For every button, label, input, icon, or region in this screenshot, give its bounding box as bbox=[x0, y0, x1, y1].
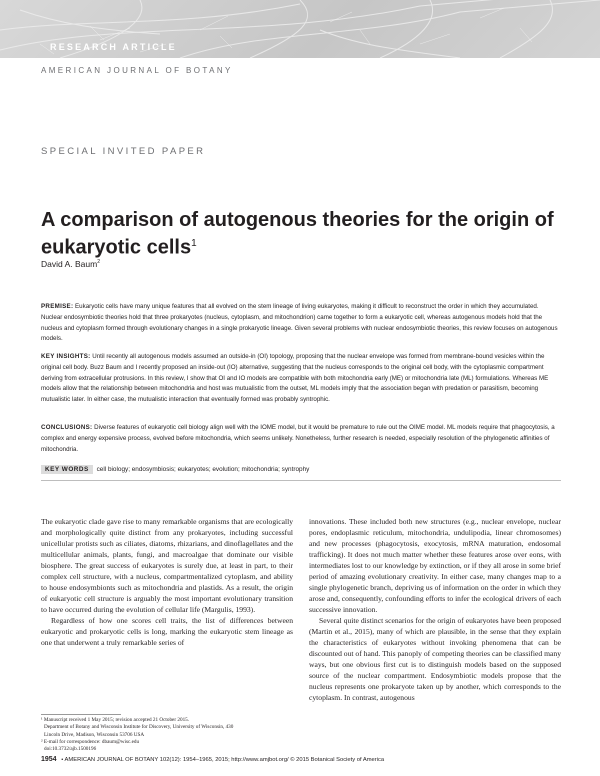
body-column-left bbox=[41, 516, 293, 648]
title-footnote-mark: 1 bbox=[191, 238, 197, 249]
page-number: 1954 bbox=[41, 756, 57, 763]
page-footer bbox=[41, 756, 571, 763]
abstract-divider bbox=[41, 480, 561, 481]
journal-name: AMERICAN JOURNAL OF BOTANY bbox=[41, 66, 233, 75]
body-paragraph: Regardless of how one scores cell traits, the list of differences between eukaryotic and prokaryotic cells is long, marking the eukaryotic stem lineage as one that underwent a truly remarkable series of bbox=[41, 616, 293, 647]
footnote-doi: doi:10.3732/ajb.1500196 bbox=[44, 746, 97, 753]
abstract-conclusions bbox=[41, 423, 561, 455]
conclusions-heading: CONCLUSIONS: bbox=[41, 424, 93, 431]
footnote-affiliation: Department of Botany and Wisconsin Institute for Discovery, University of Wisconsin, 430 bbox=[44, 724, 234, 731]
keywords-row bbox=[41, 465, 561, 474]
premise-heading: PREMISE: bbox=[41, 303, 74, 310]
body-paragraph: innovations. These included both new structures (e.g., nuclear envelope, nuclear pores, endoplasmic reticulum, mitochondria, undulipodia, linear chromosomes) and new processes (phagocytosis, exocytosis, mRNA maturation, endosomal trafficking). It does not much matter whether these features arose over eons, with intermediates lost to our knowledge by extinction, or if they all arose in some brief period of amazing evolutionary creativity. In either case, many changes map to a single phylogenetic branch, depriving us of information on the order in which they arose and, consequently, confounding efforts to infer the ecological drivers of each successive innovation. bbox=[309, 517, 561, 614]
keywords-tag: KEY WORDS bbox=[41, 465, 93, 474]
author-footnote-mark: 2 bbox=[97, 259, 101, 266]
author-name: David A. Baum$^2$ bbox=[41, 259, 101, 269]
premise-text: Eukaryotic cells have many unique features that all evolved on the stem lineage of living eukaryotes, making it difficult to reconstruct the order in which they accumulated. Nuclear endosymbiotic theories hold that three prokaryotes (nucleus, cytoplasm, and mitochondrion) came together to form a eukaryotic cell, whereas autogenous models hold that the nucleus and cytoplasm formed through evolutionary changes in a single prokaryotic lineage. Given several problems with nuclear endosymbiotic theories, this review focuses on autogenous models. bbox=[41, 303, 558, 343]
keywords-text: cell biology; endosymbiosis; eukaryotes; evolution; mitochondria; syntrophy bbox=[96, 466, 310, 473]
footnotes bbox=[41, 717, 293, 753]
article-title: A comparison of autogenous theories for the origin of eukaryotic cells$^1$ bbox=[41, 209, 554, 259]
key-insights-heading: KEY INSIGHTS: bbox=[41, 353, 91, 360]
footer-citation: • AMERICAN JOURNAL OF BOTANY 102(12): 1954–1965, 2015; http://www.amjbot.org/ © 2015 Botanical Society of America bbox=[61, 757, 385, 763]
abstract-premise bbox=[41, 302, 561, 345]
body-column-right bbox=[309, 516, 561, 703]
footnote-received: ¹ Manuscript received 1 May 2015; revision accepted 21 October 2015. bbox=[41, 717, 190, 723]
key-insights-text: Until recently all autogenous models assumed an outside-in (OI) topology, proposing that the nuclear envelope was formed from membrane-bound vesicles within the original cell body. Buzz Baum and I recently proposed an inside-out (IO) alternative, suggesting that the nucleus corresponds to the original cell body, with the cytoplasmic compartment deriving from extracellular protrusions. In this review, I show that OI and IO models are compatible with both mitochondria early (ME) or mitochondria late (ML) formulations. Whereas ME models allow that the relationship between mitochondria and host was mutualistic from the outset, ML models imply that the association began with predation or parasitism, becoming mutualistic later. In either case, the mutualistic interaction that eventually formed was probably syntrophic. bbox=[41, 353, 549, 404]
footnote-divider bbox=[41, 714, 121, 715]
body-paragraph: Several quite distinct scenarios for the origin of eukaryotes have been proposed (Martin et al., 2015), many of which are plausible, in the sense that they explain the characteristics of eukaryotes without invoking phenomena that can be discounted out of hand. This panoply of competing theories can be classified many ways, but one obvious first cut is to distinguish models based on the supposed source of the nuclear compartment. Endosymbiotic models propose that the nucleus represents one prokaryote taken up by another, which corresponds to the cytoplasm. In contrast, autogenous bbox=[309, 616, 561, 702]
article-banner bbox=[0, 0, 600, 58]
footnote-affiliation: Lincoln Drive, Madison, Wisconsin 53706 USA bbox=[44, 731, 145, 738]
article-type-label: RESEARCH ARTICLE bbox=[50, 42, 177, 52]
body-paragraph: The eukaryotic clade gave rise to many remarkable organisms that are ecologically and morphologically quite distinct from any prokaryotes, including successful unicellular protists such as ciliates, diatoms, rhizarians, and dinoflagellates and the multicellular animals, plants, fungi, and macroalgae that dominate our visible biosphere. The great success of eukaryotes is surely due, at least in part, to their complex cell structure, with a nucleus, compartmentalized cytoplasm, and ability to house endosymbionts such as mitochondria and plastids. As a result, the origin of eukaryotic cell structure is arguably the most important evolutionary transition to have occurred during the evolution of cellular life (Margulis, 1993). bbox=[41, 517, 293, 614]
conclusions-text: Diverse features of eukaryotic cell biology align well with the IOME model, but it would be premature to rule out the OIME model. ML models require that phagocytosis, a complex and energy expensive process, evolved before mitochondria, which seems unlikely. Nonetheless, further research is needed, especially resolution of the phylogenetic affinities of mitochondria. bbox=[41, 424, 555, 453]
section-label: SPECIAL INVITED PAPER bbox=[41, 146, 206, 157]
abstract-key-insights bbox=[41, 352, 561, 406]
footnote-email: ² E-mail for correspondence: dbaum@wisc.edu bbox=[41, 738, 140, 745]
